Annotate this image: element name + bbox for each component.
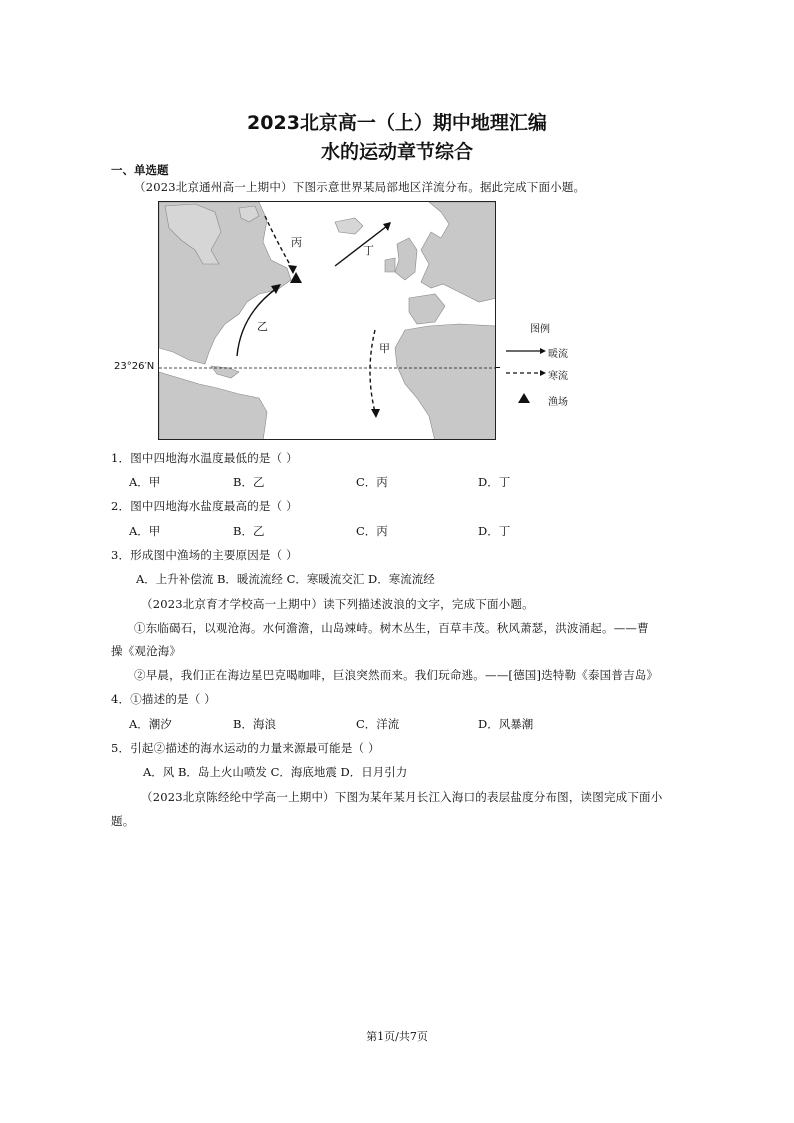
ireland-landmass <box>385 258 395 272</box>
ocean-current-map <box>158 201 496 440</box>
intro-text-3-line-2: 题。 <box>111 814 135 828</box>
map-svg <box>159 202 496 440</box>
passage-1-line-1: ①东临碣石，以观沧海。水何澹澹，山岛竦峙。树木丛生，百草丰茂。秋风萧瑟，洪波涌起。——曹 <box>134 621 649 635</box>
label-bing: 丙 <box>291 236 302 249</box>
fishery-triangle <box>290 272 302 283</box>
legend-fishery-label: 渔场 <box>548 397 568 408</box>
page-title: 2023北京高一（上）期中地理汇编 <box>247 112 547 134</box>
question-3-stem: 3．形成图中渔场的主要原因是（ ） <box>111 548 298 562</box>
question-5-stem: 5．引起②描述的海水运动的力量来源最可能是（ ） <box>111 741 380 755</box>
legend-title: 图例 <box>530 324 550 335</box>
page-subtitle: 水的运动章节综合 <box>320 141 473 163</box>
legend-cold-arrowhead <box>540 370 546 376</box>
south-america-landmass <box>159 372 267 440</box>
question-5-options: A．风 B．岛上火山喷发 C．海底地震 D．日月引力 <box>143 765 408 779</box>
europe-landmass <box>421 202 496 302</box>
label-ding: 丁 <box>363 244 374 257</box>
question-4-stem: 4．①描述的是（ ） <box>111 692 216 706</box>
current-jia-cold <box>370 330 375 412</box>
legend-symbols <box>504 343 548 413</box>
label-jia: 甲 <box>379 342 390 355</box>
intro-text-2: （2023北京育才学校高一上期中）读下列描述波浪的文字，完成下面小题。 <box>141 597 534 611</box>
question-1-option-a: A．甲 <box>129 475 161 489</box>
question-1-option-d: D．丁 <box>478 475 511 489</box>
british-isles-landmass <box>395 238 417 280</box>
tropic-extension <box>496 367 500 368</box>
question-2-stem: 2．图中四地海水盐度最高的是（ ） <box>111 499 298 513</box>
question-4-option-d: D．风暴潮 <box>478 717 534 731</box>
iberia-landmass <box>409 294 445 324</box>
legend-warm-arrowhead <box>540 348 546 354</box>
current-jia-arrowhead <box>371 409 380 418</box>
question-2-option-a: A．甲 <box>129 524 161 538</box>
question-2-option-b: B．乙 <box>233 524 265 538</box>
legend-cold-label: 寒流 <box>548 371 568 382</box>
legend-fishery-triangle <box>518 393 530 403</box>
label-yi: 乙 <box>257 320 268 333</box>
question-1-option-b: B．乙 <box>233 475 265 489</box>
question-1-option-c: C．丙 <box>356 475 388 489</box>
question-3-options: A．上升补偿流 B．暖流流经 C．寒暖流交汇 D．寒流流经 <box>136 572 435 586</box>
intro-text-1: （2023北京通州高一上期中）下图示意世界某局部地区洋流分布。据此完成下面小题。 <box>134 180 586 194</box>
current-ding-arrowhead <box>383 222 391 231</box>
question-1-stem: 1．图中四地海水温度最低的是（ ） <box>111 451 298 465</box>
section-heading: 一、单选题 <box>111 163 169 177</box>
question-4-option-c: C．洋流 <box>356 717 400 731</box>
question-4-option-b: B．海浪 <box>233 717 276 731</box>
question-2-option-c: C．丙 <box>356 524 388 538</box>
latitude-label: 23°26′N <box>114 361 155 372</box>
intro-text-3-line-1: （2023北京陈经纶中学高一上期中）下图为某年某月长江入海口的表层盐度分布图，读图完成下面小 <box>141 790 663 804</box>
legend-warm-label: 暖流 <box>548 349 568 360</box>
question-2-option-d: D．丁 <box>478 524 511 538</box>
passage-2: ②早晨，我们正在海边星巴克喝咖啡，巨浪突然而来。我们玩命逃。——[德国]迭特勒《泰国普吉岛》 <box>134 668 659 682</box>
page-number: 第1页/共7页 <box>366 1030 428 1043</box>
iceland-landmass <box>335 218 363 234</box>
africa-landmass <box>395 324 496 440</box>
passage-1-line-2: 操《观沧海》 <box>111 644 182 658</box>
question-4-option-a: A．潮汐 <box>129 717 172 731</box>
